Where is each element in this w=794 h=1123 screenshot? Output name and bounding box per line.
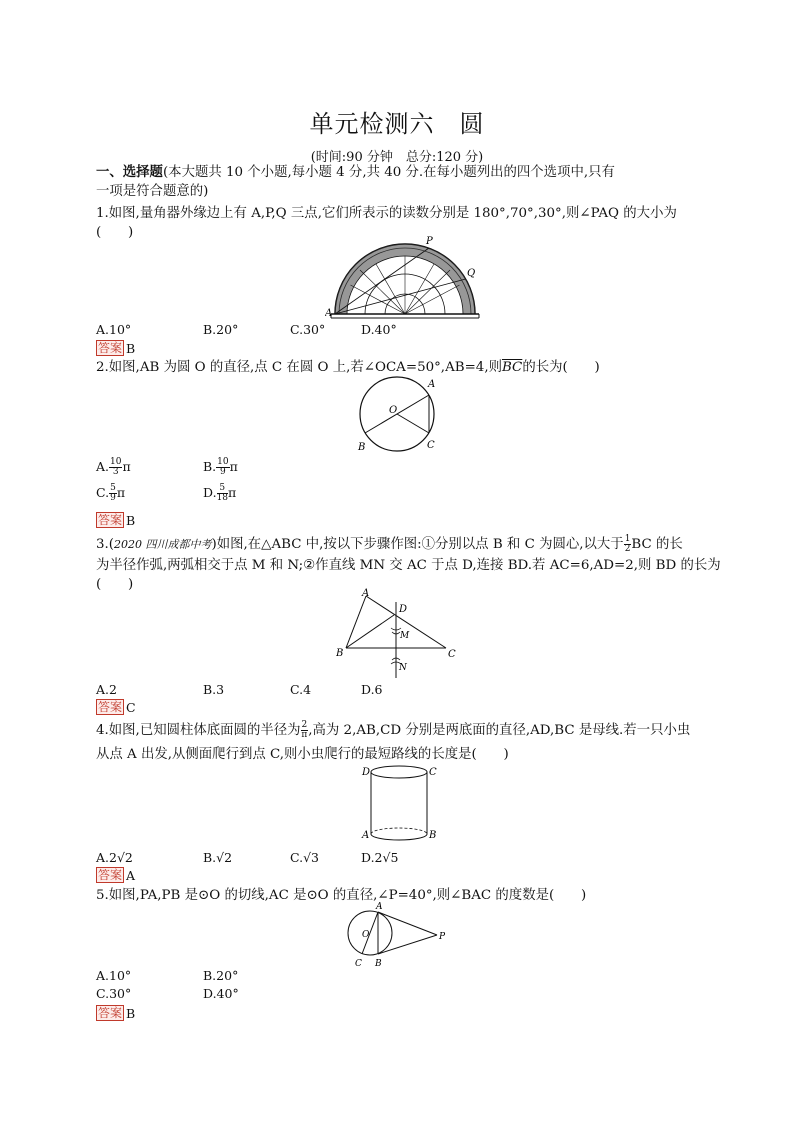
q3-paren: ( ) bbox=[96, 577, 134, 592]
q5-label-b: B bbox=[375, 959, 382, 969]
answer-tag[interactable]: 答案 bbox=[98, 1006, 123, 1020]
q5-answer bbox=[96, 1005, 135, 1021]
q4-label-d: D bbox=[362, 767, 371, 778]
q1-answer bbox=[96, 340, 135, 356]
q4-answer bbox=[96, 867, 135, 883]
cylinder-figure bbox=[358, 762, 440, 848]
answer-tag[interactable]: 答案 bbox=[98, 700, 123, 714]
section-title: 一、选择题 bbox=[96, 165, 163, 180]
q2-label-b: B bbox=[358, 442, 366, 453]
q4-option-b[interactable]: B.√2 bbox=[203, 850, 233, 865]
section-desc-2: 一项是符合题意的) bbox=[96, 184, 209, 199]
q2-option-c[interactable]: C. $\frac{5}{9}$ π bbox=[96, 483, 126, 503]
q1-label-q: Q bbox=[467, 268, 476, 279]
q3-answer bbox=[96, 699, 136, 715]
section-heading bbox=[96, 164, 615, 182]
q5-label-o: O bbox=[362, 930, 370, 940]
q3-option-b[interactable]: B.3 bbox=[203, 682, 225, 697]
q5-option-a[interactable]: A.10° bbox=[96, 968, 132, 983]
q5-label-c: C bbox=[355, 959, 362, 969]
q3-text-2: 为半径作弧,两弧相交于点 M 和 N;②作直线 MN 交 AC 于点 D,连接 BD.若 AC=6,AD=2,则 BD 的长为 bbox=[96, 558, 721, 573]
section-desc-1: (本大题共 10 个小题,每小题 4 分,共 40 分.在每小题列出的四个选项中,只有 bbox=[162, 165, 615, 180]
q1-option-c[interactable]: C.30° bbox=[290, 322, 326, 337]
page-subtitle: (时间:90 分钟 总分:120 分) bbox=[310, 150, 484, 165]
answer-tag[interactable]: 答案 bbox=[98, 341, 123, 355]
q1-text: 1.如图,量角器外缘边上有 A,P,Q 三点,它们所表示的读数分别是 180°,70°,30°,则∠PAQ 的大小为 bbox=[96, 206, 677, 221]
q3-label-c: C bbox=[448, 649, 456, 660]
q2-text bbox=[96, 359, 600, 377]
q4-text-2: 从点 A 出发,从侧面爬行到点 C,则小虫爬行的最短路线的长度是( ) bbox=[96, 747, 509, 762]
q5-text: 5.如图,PA,PB 是⊙O 的切线,AC 是⊙O 的直径,∠P=40°,则∠BAC 的度数是( ) bbox=[96, 888, 587, 903]
tangent-figure bbox=[340, 900, 452, 970]
q2-arc-bc: $\overline{BC}$ bbox=[501, 360, 523, 375]
q4-answer-value: A bbox=[126, 867, 136, 883]
q2-label-c: C bbox=[427, 440, 435, 451]
q3-label-d: D bbox=[399, 604, 408, 615]
q3-source: 2020 四川成都中考 bbox=[114, 538, 212, 551]
q2-text-part1: 2.如图,AB 为圆 O 的直径,点 C 在圆 O 上,若∠OCA=50°,AB=4,则 bbox=[96, 360, 502, 375]
q2-text-part2: 的长为( ) bbox=[522, 360, 600, 375]
q2-option-d[interactable]: D. $\frac{5}{18}$ π bbox=[203, 483, 237, 503]
q3-label-m: M bbox=[400, 631, 410, 641]
q5-option-b[interactable]: B.20° bbox=[203, 968, 239, 983]
q3-option-c[interactable]: C.4 bbox=[290, 682, 312, 697]
q2-option-a[interactable]: A. $\frac{10}{3}$ π bbox=[96, 457, 131, 477]
q3-label-n: N bbox=[399, 663, 407, 673]
q5-option-c[interactable]: C.30° bbox=[96, 986, 132, 1001]
answer-tag[interactable]: 答案 bbox=[98, 513, 123, 527]
q5-answer-value: B bbox=[126, 1005, 136, 1021]
q4-option-a[interactable]: A.2√2 bbox=[96, 850, 133, 865]
q3-answer-value: C bbox=[126, 699, 136, 715]
q5-label-p: P bbox=[439, 932, 446, 942]
q1-answer-value: B bbox=[126, 340, 136, 356]
q5-option-d[interactable]: D.40° bbox=[203, 986, 239, 1001]
q4-option-d[interactable]: D.2√5 bbox=[361, 850, 399, 865]
q4-label-a: A bbox=[362, 830, 370, 841]
q2-label-o: O bbox=[389, 405, 398, 416]
triangle-figure bbox=[336, 588, 464, 683]
page-title: 单元检测六 圆 bbox=[309, 110, 485, 138]
q3-option-a[interactable]: A.2 bbox=[96, 682, 117, 697]
q4-option-c[interactable]: C.√3 bbox=[290, 850, 320, 865]
circle-figure bbox=[352, 374, 442, 456]
q2-answer-value: B bbox=[126, 512, 136, 528]
q3-text-1: 3.(2020 四川成都中考)如图,在△ABC 中,按以下步骤作图:①分别以点 B 和 C 为圆心,以大于 $\frac{1}{2}$ BC 的长 bbox=[96, 534, 683, 554]
q2-label-a: A bbox=[428, 379, 436, 390]
q4-text-1: 4.如图,已知圆柱体底面圆的半径为 $\frac{2}{\pi}$ ,高为 2,AB,CD 分别是两底面的直径,AD,BC 是母线.若一只小虫 bbox=[96, 720, 691, 740]
q2-answer bbox=[96, 512, 135, 528]
q1-label-p: P bbox=[426, 236, 433, 247]
q1-option-a[interactable]: A.10° bbox=[96, 322, 132, 337]
q3-label-b: B bbox=[336, 648, 344, 659]
q1-option-b[interactable]: B.20° bbox=[203, 322, 239, 337]
q4-label-b: B bbox=[429, 830, 437, 841]
q2-option-b[interactable]: B. $\frac{10}{9}$ π bbox=[203, 457, 238, 477]
protractor-figure bbox=[325, 232, 485, 322]
q5-label-a: A bbox=[376, 902, 383, 912]
q3-option-d[interactable]: D.6 bbox=[361, 682, 383, 697]
q3-label-a: A bbox=[362, 588, 370, 599]
answer-tag[interactable]: 答案 bbox=[98, 868, 123, 882]
q4-label-c: C bbox=[429, 767, 437, 778]
q1-paren: ( ) bbox=[96, 225, 134, 240]
q1-option-d[interactable]: D.40° bbox=[361, 322, 397, 337]
q1-label-a: A bbox=[325, 308, 333, 319]
